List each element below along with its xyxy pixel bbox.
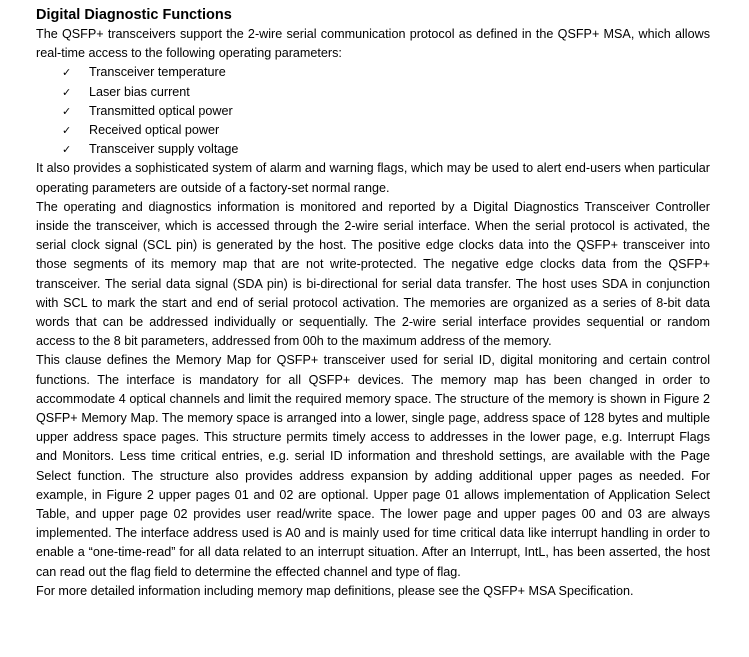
check-icon: ✓ [62,66,72,80]
parameter-label: Transceiver supply voltage [89,142,239,157]
parameter-label: Received optical power [89,123,220,138]
parameter-label: Laser bias current [89,84,190,99]
list-item [36,83,710,102]
check-icon: ✓ [62,85,72,99]
check-icon: ✓ [62,124,72,138]
alarm-paragraph: It also provides a sophisticated system of alarm and warning flags, which may be used to alert end-users when particular operating parameters are outside of a factory-set normal range. [36,161,710,195]
closing-paragraph: For more detailed information including memory map definitions, please see the QSFP+ MSA Specification. [36,583,634,598]
list-item [36,140,710,159]
parameter-label: Transmitted optical power [89,103,233,118]
check-icon: ✓ [62,143,72,157]
list-item [36,63,710,82]
document-body [36,6,710,601]
parameter-label: Transceiver temperature [89,65,226,80]
list-item [36,102,710,121]
check-icon: ✓ [62,104,72,118]
operating-paragraph: The operating and diagnostics information is monitored and reported by a Digital Diagnostics Transceiver Controller inside the transceiver, which is accessed through the 2-wire serial interface. When the serial protocol is activated, the serial clock signal (SCL pin) is generated by the host. The positive edge clocks data into the QSFP+ transceiver into those segments of its memory map that are not write-protected. The negative edge clocks data from the QSFP+ transceiver. The serial data signal (SDA pin) is bi-directional for serial data transfer. The host uses SDA in conjunction with SCL to mark the start and end of serial protocol activation. The memories are organized as a series of 8-bit data words that can be addressed individually or sequentially. The 2-wire serial interface provides sequential or random access to the 8 bit parameters, addressed from 00h to the maximum address of the memory. [36,199,710,349]
parameter-list [36,63,710,159]
list-item [36,121,710,140]
memory-map-paragraph: This clause defines the Memory Map for QSFP+ transceiver used for serial ID, digital monitoring and certain control functions. The interface is mandatory for all QSFP+ devices. The memory map has been changed in order to accommodate 4 optical channels and limit the required memory space. The structure of the memory is shown in Figure 2 QSFP+ Memory Map. The memory space is arranged into a lower, single page, address space of 128 bytes and multiple upper address space pages. This structure permits timely access to addresses in the lower page, e.g. Interrupt Flags and Monitors. Less time critical entries, e.g. serial ID information and threshold settings, are available with the Page Select function. The structure also provides address expansion by adding additional upper pages as needed. For example, in Figure 2 upper pages 01 and 02 are optional. Upper page 01 allows implementation of Application Select Table, and upper page 02 provides user read/write space. The lower page and upper pages 00 and 03 are always implemented. The interface address used is A0 and is mainly used for time critical data like interrupt handling in order to enable a “one-time-read” for all data related to an interrupt situation. After an Interrupt, IntL, has been asserted, the host can read out the flag field to determine the effected channel and type of flag. [36,353,710,579]
intro-paragraph: The QSFP+ transceivers support the 2-wire serial communication protocol as defined in the QSFP+ MSA, which allows real-time access to the following operating parameters: [36,27,710,61]
section-heading: Digital Diagnostic Functions [36,7,232,23]
